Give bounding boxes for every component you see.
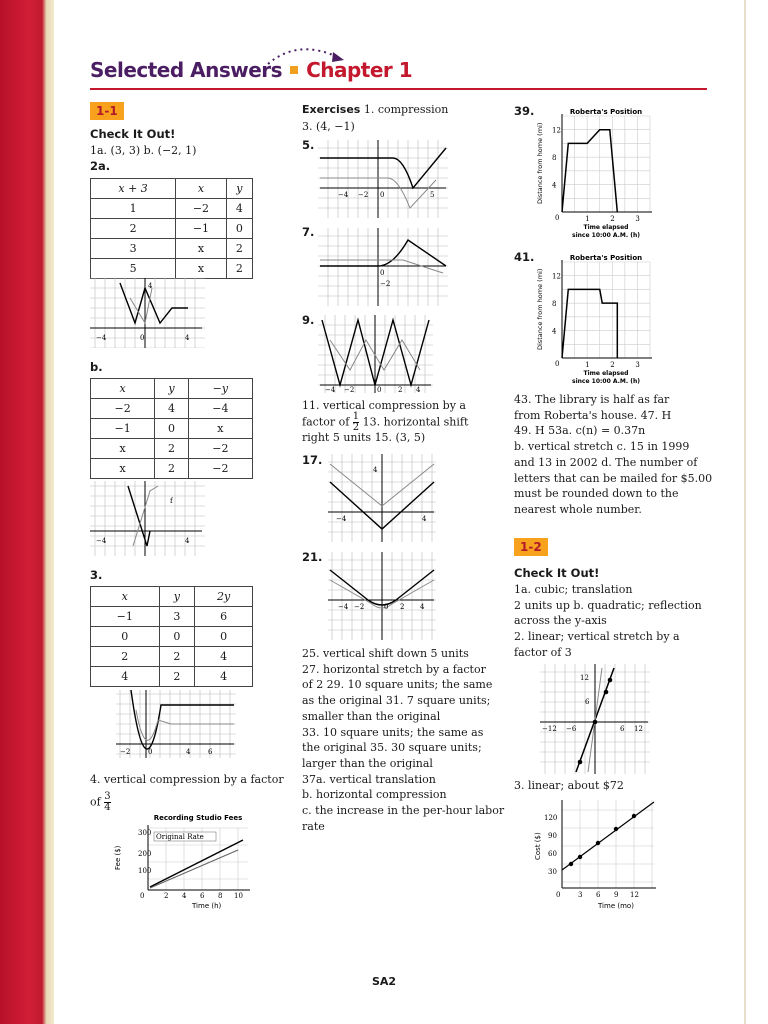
table-header-row <box>91 179 253 199</box>
table-cell: 2 <box>159 667 195 687</box>
svg-text:Cost ($): Cost ($) <box>534 832 542 860</box>
svg-text:6: 6 <box>585 698 590 706</box>
table-cell: −y <box>188 379 252 399</box>
text-line: the original 35. 30 square units; <box>302 741 482 755</box>
svg-text:4: 4 <box>373 466 378 474</box>
table-cell: −1 <box>176 219 227 239</box>
table-header-row <box>91 379 253 399</box>
x-axis-label: since 10:00 A.M. (h) <box>572 232 640 239</box>
text-line: 1a. cubic; translation <box>514 583 633 596</box>
svg-text:4: 4 <box>182 892 187 900</box>
table-cell: 4 <box>195 667 253 687</box>
exercise-5-label: 5. <box>302 138 315 152</box>
table-cell: 0 <box>159 627 195 647</box>
table-row <box>91 607 253 627</box>
answer-4-line2: of $\frac{3}{4}$ <box>90 791 111 813</box>
table-cell: −4 <box>188 399 252 419</box>
text-line: 2 units up b. quadratic; reflection <box>514 598 702 612</box>
svg-text:−6: −6 <box>566 725 577 733</box>
table-cell: y <box>155 379 188 399</box>
x-tick-label: 3 <box>635 215 640 223</box>
text-line: b. horizontal compression <box>302 788 447 802</box>
svg-text:−4: −4 <box>325 386 336 393</box>
x-tick-label: 1 <box>585 361 590 369</box>
label-b: b. <box>90 360 103 374</box>
roberta-chart-39 <box>532 104 652 244</box>
table-cell: 0 <box>91 627 160 647</box>
chart-title: Roberta's Position <box>569 108 643 116</box>
table-row <box>91 647 253 667</box>
x-axis-label: Time elapsed <box>583 370 629 377</box>
svg-text:30: 30 <box>548 868 557 876</box>
svg-text:Time (h): Time (h) <box>192 902 222 910</box>
exercise-9-label: 9. <box>302 313 315 327</box>
text-line: 2. linear; vertical stretch by a <box>514 630 680 644</box>
page-number: SA2 <box>372 975 397 988</box>
section-badge-1-2: 1-2 <box>514 538 548 556</box>
book-spine <box>0 0 54 1024</box>
table-cell: x <box>91 587 160 607</box>
y-tick-label: 4 <box>552 327 557 336</box>
svg-text:0: 0 <box>377 386 382 393</box>
exercise-3: 3. (4, −1) <box>302 120 355 133</box>
y-tick-label: 12 <box>552 126 561 135</box>
origin-label: 0 <box>555 214 560 222</box>
svg-text:0: 0 <box>380 269 385 277</box>
text-line: across the y-axis <box>514 614 607 628</box>
y-tick-label: 8 <box>552 300 557 309</box>
graph-b <box>90 481 205 556</box>
table-row <box>91 259 253 279</box>
svg-text:6: 6 <box>596 891 601 899</box>
graph-2a <box>90 278 205 348</box>
table-cell: x <box>91 439 155 459</box>
svg-text:60: 60 <box>548 850 557 858</box>
exercise-7-label: 7. <box>302 225 315 239</box>
table-cell: 6 <box>195 607 253 627</box>
table-cell: 4 <box>91 667 160 687</box>
text-line: c. the increase in the per-hour labor <box>302 804 505 818</box>
table-cell: x <box>176 239 227 259</box>
exercises-line: Exercises 1. compression <box>302 103 449 116</box>
table-row <box>91 219 253 239</box>
table-cell: x <box>91 379 155 399</box>
exercise-17-label: 17. <box>302 453 323 467</box>
x-tick-label: 2 <box>610 361 615 369</box>
text-line: larger than the original <box>302 756 433 770</box>
svg-text:Original Rate: Original Rate <box>156 833 204 841</box>
table-cell: −2 <box>91 399 155 419</box>
table-cell: x + 3 <box>91 179 176 199</box>
table-cell: 5 <box>91 259 176 279</box>
answer-1a: 1a. (3, 3) b. (−2, 1) <box>90 144 197 157</box>
chart-title: Roberta's Position <box>569 254 643 262</box>
graph-1-2-item2 <box>540 664 650 774</box>
table-cell: 4 <box>195 647 253 667</box>
table-cell: x <box>188 419 252 439</box>
text-line: rate <box>302 819 325 833</box>
text-line: 33. 10 square units; the same as <box>302 725 484 739</box>
exercise-39-label: 39. <box>514 104 535 118</box>
table-row <box>91 399 253 419</box>
svg-text:−4: −4 <box>96 334 107 342</box>
section-1-2-item3: 3. linear; about $72 <box>514 779 624 792</box>
text-line: 49. H 53a. c(n) = 0.37n <box>514 424 646 438</box>
table-2a <box>90 178 253 279</box>
exercise-25-block <box>302 646 504 834</box>
table-cell: 2 <box>155 459 188 479</box>
title-rule <box>90 88 707 90</box>
table-b <box>90 378 253 479</box>
svg-text:0: 0 <box>380 191 385 199</box>
svg-text:4: 4 <box>186 748 191 756</box>
exercise-21-label: 21. <box>302 550 323 564</box>
table-cell: x <box>176 259 227 279</box>
y-tick-label: 12 <box>552 272 561 281</box>
text-line: from Roberta's house. 47. H <box>514 408 672 422</box>
svg-text:12: 12 <box>580 674 589 682</box>
svg-text:12: 12 <box>630 891 639 899</box>
table-row <box>91 459 253 479</box>
table-cell: 3 <box>91 239 176 259</box>
table-cell: y <box>159 587 195 607</box>
exercise-41-label: 41. <box>514 250 535 264</box>
x-tick-label: 2 <box>610 215 615 223</box>
svg-text:−4: −4 <box>96 537 107 545</box>
text-line: must be rounded down to the <box>514 487 679 501</box>
svg-text:−2: −2 <box>358 191 369 199</box>
table-cell: y <box>226 179 252 199</box>
table-cell: −2 <box>188 459 252 479</box>
x-axis-label: since 10:00 A.M. (h) <box>572 378 640 385</box>
table-cell: 2 <box>226 259 252 279</box>
table-cell: −1 <box>91 419 155 439</box>
label-2a: 2a. <box>90 159 111 173</box>
text-line: b. vertical stretch c. 15 in 1999 <box>514 440 690 454</box>
svg-text:Time (mo): Time (mo) <box>598 902 634 910</box>
graph-17 <box>328 454 436 542</box>
svg-text:4: 4 <box>148 282 153 290</box>
table-cell: 4 <box>226 199 252 219</box>
svg-text:300: 300 <box>138 829 152 837</box>
text-line: smaller than the original <box>302 709 441 723</box>
series-line <box>562 289 617 358</box>
table-row <box>91 239 253 259</box>
svg-text:−2: −2 <box>120 748 131 756</box>
text-line: as the original 31. 7 square units; <box>302 694 491 708</box>
svg-text:6: 6 <box>208 748 213 756</box>
text-line: letters that can be mailed for $5.00 <box>514 471 713 485</box>
svg-text:0: 0 <box>556 891 561 899</box>
svg-text:0: 0 <box>140 892 145 900</box>
svg-text:120: 120 <box>544 814 558 822</box>
graph-5 <box>318 140 448 218</box>
page-title: Selected Answers Chapter 1 <box>90 58 413 82</box>
text-line: factor of 3 <box>514 645 572 659</box>
svg-text:0: 0 <box>148 748 153 756</box>
y-tick-label: 8 <box>552 154 557 163</box>
svg-text:6: 6 <box>620 725 625 733</box>
text-line: nearest whole number. <box>514 502 642 516</box>
table-cell: 2 <box>91 647 160 667</box>
svg-text:2: 2 <box>400 603 405 611</box>
svg-text:90: 90 <box>548 832 557 840</box>
svg-text:−4: −4 <box>338 603 349 611</box>
svg-text:−2: −2 <box>354 603 365 611</box>
text-line: 43. The library is half as far <box>514 393 670 406</box>
svg-text:Fee ($): Fee ($) <box>114 845 122 870</box>
table-row <box>91 627 253 647</box>
page-edge <box>744 0 746 1024</box>
x-tick-label: 1 <box>585 215 590 223</box>
graph-3 <box>116 690 236 758</box>
svg-text:4: 4 <box>185 334 190 342</box>
table-row <box>91 419 253 439</box>
table-row <box>91 439 253 459</box>
check-it-out-heading-1-2: Check It Out! <box>514 566 600 580</box>
y-tick-label: 4 <box>552 181 557 190</box>
svg-text:−2: −2 <box>380 280 391 288</box>
table-cell: −1 <box>91 607 160 627</box>
text-line: and 13 in 2002 d. The number of <box>514 455 698 469</box>
studio-fees-chart <box>108 810 258 910</box>
table-cell: −2 <box>176 199 227 219</box>
svg-text:4: 4 <box>420 603 425 611</box>
graph-9 <box>318 315 433 393</box>
table-cell: 0 <box>155 419 188 439</box>
table-cell: 2 <box>155 439 188 459</box>
svg-text:Recording Studio Fees: Recording Studio Fees <box>153 814 243 822</box>
graph-7 <box>318 228 448 306</box>
svg-text:f: f <box>170 497 173 505</box>
table-cell: 2 <box>226 239 252 259</box>
text-line: 27. horizontal stretch by a factor <box>302 662 486 676</box>
svg-text:200: 200 <box>138 850 152 858</box>
table-cell: x <box>176 179 227 199</box>
svg-text:−4: −4 <box>336 515 347 523</box>
svg-text:−4: −4 <box>338 191 349 199</box>
svg-text:10: 10 <box>234 892 243 900</box>
table-header-row <box>91 587 253 607</box>
exercise-11-line1: 11. vertical compression by a <box>302 399 466 412</box>
table-cell: 2y <box>195 587 253 607</box>
svg-text:2: 2 <box>164 892 169 900</box>
label-3: 3. <box>90 568 103 582</box>
svg-text:6: 6 <box>200 892 205 900</box>
cost-chart <box>532 796 662 916</box>
section-badge-1-1: 1-1 <box>90 102 124 120</box>
x-tick-label: 3 <box>635 361 640 369</box>
svg-text:−12: −12 <box>542 725 557 733</box>
x-axis-label: Time elapsed <box>583 224 629 231</box>
exercise-11-line2: factor of $\frac{1}{2}$ 13. horizontal shift <box>302 411 469 433</box>
y-axis-label: Distance from home (mi) <box>536 268 544 350</box>
table-cell: −2 <box>188 439 252 459</box>
table-cell: 4 <box>155 399 188 419</box>
text-line: 25. vertical shift down 5 units <box>302 647 469 660</box>
svg-text:−2: −2 <box>344 386 355 393</box>
table-cell: x <box>91 459 155 479</box>
table-cell: 2 <box>159 647 195 667</box>
check-it-out-heading: Check It Out! <box>90 127 176 141</box>
svg-text:4: 4 <box>416 386 421 393</box>
table-row <box>91 667 253 687</box>
table-cell: 0 <box>195 627 253 647</box>
origin-label: 0 <box>555 360 560 368</box>
table-3 <box>90 586 253 687</box>
exercise-11-line3: right 5 units 15. (3, 5) <box>302 431 426 444</box>
svg-text:4: 4 <box>185 537 190 545</box>
svg-text:3: 3 <box>578 891 583 899</box>
table-cell: 0 <box>226 219 252 239</box>
svg-text:2: 2 <box>398 386 403 393</box>
text-line: 37a. vertical translation <box>302 772 436 786</box>
y-axis-label: Distance from home (mi) <box>536 122 544 204</box>
table-cell: 2 <box>91 219 176 239</box>
svg-text:12: 12 <box>634 725 643 733</box>
svg-text:4: 4 <box>422 515 427 523</box>
svg-text:0: 0 <box>384 603 389 611</box>
svg-text:100: 100 <box>138 867 152 875</box>
svg-text:8: 8 <box>218 892 223 900</box>
exercise-43-block <box>514 392 712 518</box>
table-row <box>91 199 253 219</box>
svg-text:0: 0 <box>140 334 145 342</box>
table-cell: 1 <box>91 199 176 219</box>
title-separator-square <box>290 66 298 74</box>
svg-text:9: 9 <box>614 891 619 899</box>
section-1-2-answers <box>514 582 702 661</box>
text-line: of 2 29. 10 square units; the same <box>302 678 493 692</box>
svg-text:5: 5 <box>430 191 435 199</box>
table-cell: 3 <box>159 607 195 627</box>
roberta-chart-41 <box>532 250 652 390</box>
answer-4-line1: 4. vertical compression by a factor <box>90 773 284 786</box>
graph-21 <box>328 552 436 640</box>
